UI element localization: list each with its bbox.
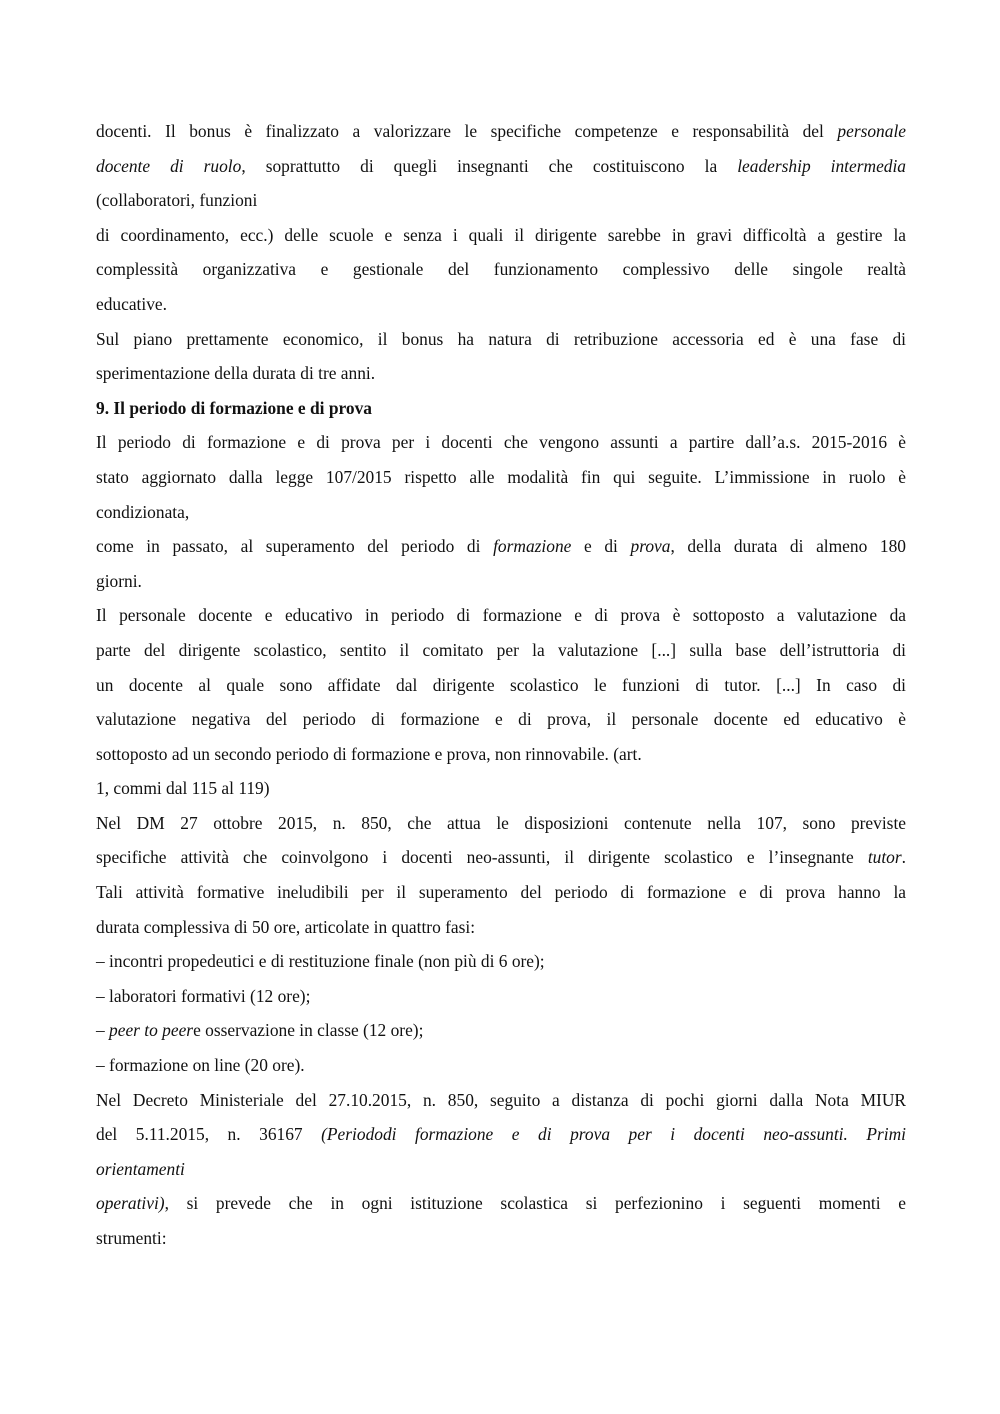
text-line (96, 287, 906, 322)
body-text: Tali attività formative ineludibili per il superamento del periodo di formazione e di prova hanno la (96, 882, 906, 903)
italic-text: personale (837, 121, 906, 141)
body-text: (collaboratori, funzioni (96, 190, 258, 211)
body-text: docenti. Il bonus è finalizzato a valorizzare le specifiche competenze e responsabilità del (96, 121, 838, 141)
body-text: condizionata, (96, 501, 190, 522)
body-text: un docente al quale sono affidate dal dirigente scolastico le funzioni di tutor. [...] In caso di (96, 674, 906, 695)
text-line (96, 149, 906, 184)
text-line (96, 1221, 906, 1256)
text-line (96, 1186, 906, 1221)
body-text: del 5.11.2015, n. 36167 (96, 1124, 322, 1145)
body-text: strumenti: (96, 1228, 167, 1248)
body-text: e osservazione in classe (12 ore); (193, 1020, 424, 1041)
text-line (96, 1013, 906, 1048)
text-line (96, 840, 906, 875)
text-line (96, 875, 906, 910)
text-line (96, 702, 906, 737)
body-text: – incontri propedeutici e di restituzione finale (non più di 6 ore); (96, 951, 545, 972)
body-text: 9. Il periodo di formazione e di prova (96, 397, 372, 418)
body-text: . (901, 847, 906, 868)
body-text: , della durata di almeno 180 (670, 536, 906, 557)
body-text: , soprattutto di quegli insegnanti che costituiscono la (241, 155, 738, 176)
italic-text: prova (630, 536, 671, 557)
body-text: come in passato, al superamento del periodo di (96, 536, 494, 557)
italic-text: orientamenti (96, 1158, 185, 1179)
body-text: sperimentazione della durata di tre anni. (96, 363, 376, 384)
body-text: educative. (96, 293, 167, 314)
italic-text: formazione (493, 536, 572, 557)
body-text: – laboratori formativi (12 ore); (96, 985, 311, 1006)
text-line (96, 425, 906, 460)
body-text: specifiche attività che coinvolgono i docenti neo-assunti, il dirigente scolastico e l’insegnante (96, 847, 868, 868)
text-line (96, 771, 906, 806)
body-text: giorni. (96, 570, 142, 591)
body-text: Nel Decreto Ministeriale del 27.10.2015, n. 850, seguito a distanza di pochi giorni dalla Nota MIUR (96, 1089, 906, 1110)
italic-text: tutor (867, 847, 902, 868)
body-text: parte del dirigente scolastico, sentito il comitato per la valutazione [...] sulla base dell’istruttoria di (96, 639, 906, 660)
body-text: di coordinamento, ecc.) delle scuole e senza i quali il dirigente sarebbe in gravi difficoltà a gestire la (96, 224, 906, 245)
text-line (96, 114, 906, 149)
text-line (96, 322, 906, 357)
text-line (96, 460, 906, 495)
text-line (96, 1152, 906, 1187)
body-text: , si prevede che in ogni istituzione scolastica si perfezionino i seguenti momenti e (164, 1193, 906, 1214)
body-text: durata complessiva di 50 ore, articolate in quattro fasi: (96, 916, 476, 937)
body-text: Nel DM 27 ottobre 2015, n. 850, che attua le disposizioni contenute nella 107, sono previste (96, 812, 906, 833)
text-line (96, 1048, 906, 1083)
body-text: Il periodo di formazione e di prova per i docenti che vengono assunti a partire dall’a.s. 2015-2016 è (96, 432, 906, 453)
body-text: – formazione on line (20 ore). (96, 1055, 305, 1076)
body-text: sottoposto ad un secondo periodo di formazione e prova, non rinnovabile. (art. (96, 743, 642, 764)
text-line (96, 1083, 906, 1118)
body-text: Il personale docente e educativo in periodo di formazione e di prova è sottoposto a valutazione da (96, 605, 906, 626)
text-line (96, 806, 906, 841)
body-text: stato aggiornato dalla legge 107/2015 rispetto alle modalità fin qui seguite. L’immissione in ruolo è (96, 466, 906, 487)
text-line (96, 356, 906, 391)
body-text: e di (571, 536, 631, 557)
italic-text: (Periododi formazione e di prova per i docenti neo-assunti. Primi (321, 1124, 906, 1145)
text-line (96, 668, 906, 703)
text-line (96, 598, 906, 633)
italic-text: operativi) (96, 1193, 165, 1214)
text-line (96, 252, 906, 287)
text-line (96, 910, 906, 945)
italic-text: leadership intermedia (737, 155, 907, 176)
body-text: Sul piano prettamente economico, il bonus ha natura di retribuzione accessoria ed è una fase di (96, 328, 906, 349)
body-text: 1, commi dal 115 al 119) (96, 778, 270, 799)
body-text: – (96, 1020, 110, 1041)
text-line (96, 633, 906, 668)
body-text: complessità organizzativa e gestionale del funzionamento complessivo delle singole realtà (96, 259, 906, 280)
text-line (96, 564, 906, 599)
document-page (96, 114, 906, 1256)
italic-text: peer to peer (109, 1020, 194, 1041)
text-line (96, 495, 906, 530)
text-line (96, 218, 906, 253)
text-line (96, 529, 906, 564)
text-line (96, 1117, 906, 1152)
italic-text: docente di ruolo (96, 155, 242, 176)
section-heading (96, 391, 906, 426)
text-line (96, 737, 906, 772)
text-line (96, 183, 906, 218)
text-line (96, 979, 906, 1014)
text-line (96, 944, 906, 979)
body-text: valutazione negativa del periodo di formazione e di prova, il personale docente ed educativo è (96, 709, 906, 730)
